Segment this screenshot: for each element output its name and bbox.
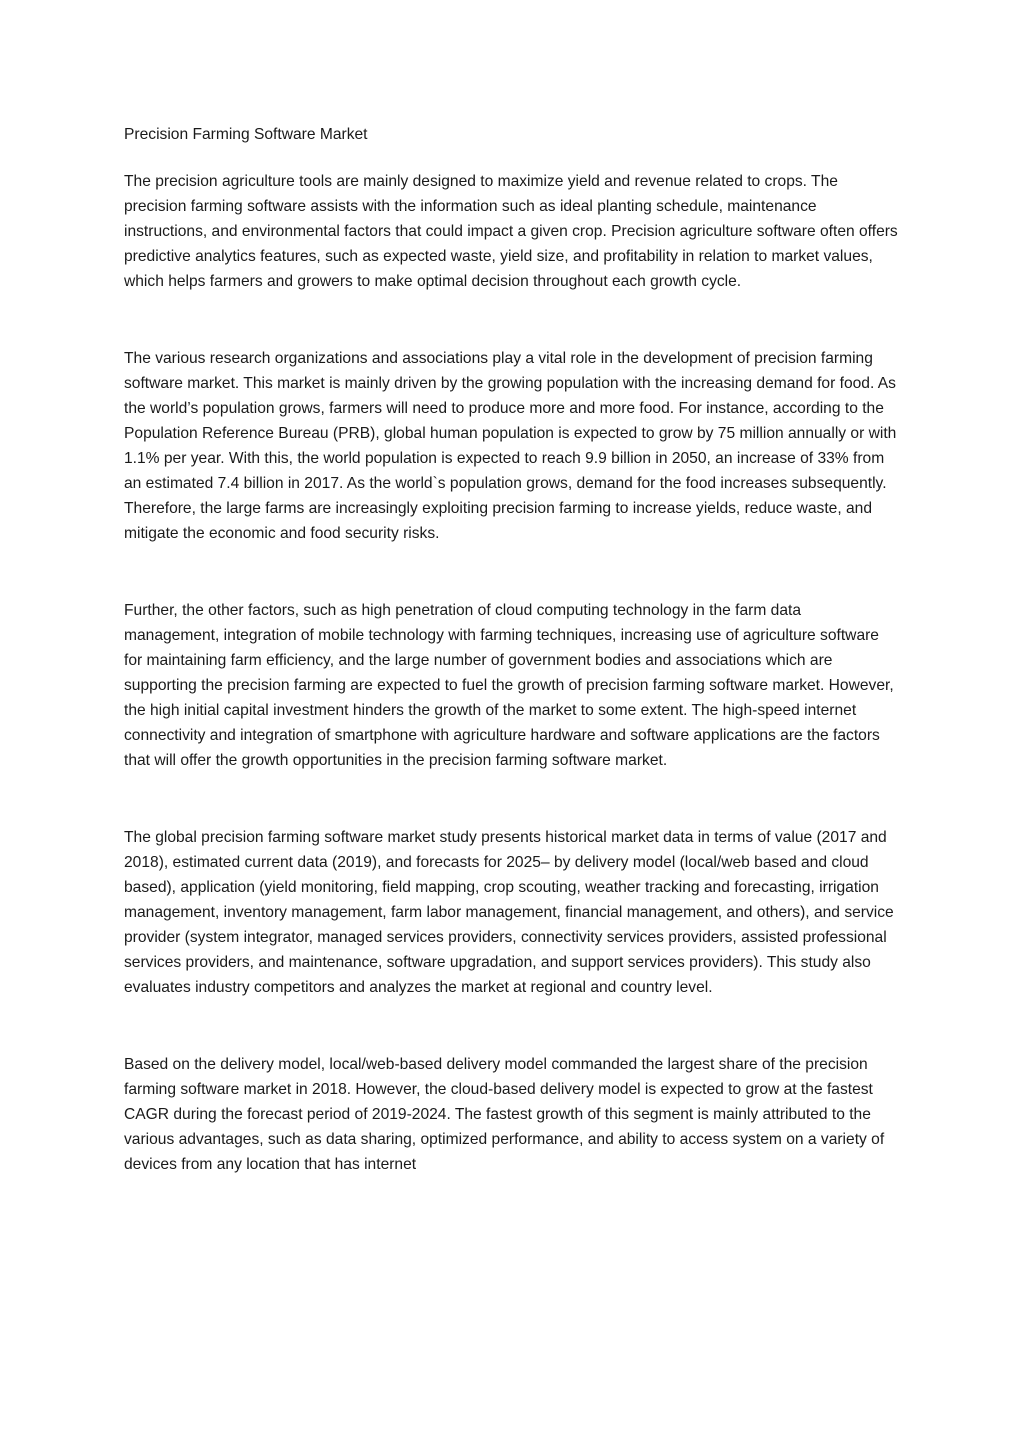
document-body (124, 122, 900, 1177)
paragraph-drivers: The various research organizations and associations play a vital role in the development of precision farming software market. This market is mainly driven by the growing population with the increasing demand for food. As the world’s population grows, farmers will need to produce more and more food. For instance, according to the Population Reference Bureau (PRB), global human population is expected to grow by 75 million annually or with 1.1% per year. With this, the world population is expected to reach 9.9 billion in 2050, an increase of 33% from an estimated 7.4 billion in 2017. As the world`s population grows, demand for the food increases subsequently. Therefore, the large farms are increasingly exploiting precision farming to increase yields, reduce waste, and mitigate the economic and food security risks. (124, 350, 897, 542)
paragraph-delivery-model: Based on the delivery model, local/web-based delivery model commanded the largest share of the precision farming software market in 2018. However, the cloud-based delivery model is expected to grow at the fastest CAGR during the forecast period of 2019-2024. The fastest growth of this segment is mainly attributed to the various advantages, such as data sharing, optimized performance, and ability to access system on a variety of devices from any location that has internet (124, 1056, 885, 1173)
paragraph-intro: The precision agriculture tools are mainly designed to maximize yield and revenue related to crops. The precision farming software assists with the information such as ideal planting schedule, maintenance instructions, and environmental factors that could impact a given crop. Precision agriculture software often offers predictive analytics features, such as expected waste, yield size, and profitability in relation to market values, which helps farmers and growers to make optimal decision throughout each growth cycle. (124, 173, 898, 290)
document-title: Precision Farming Software Market (124, 126, 368, 143)
paragraph-other-factors: Further, the other factors, such as high penetration of cloud computing technology in the farm data management, integration of mobile technology with farming techniques, increasing use of agriculture software for maintaining farm efficiency, and the large number of government bodies and associations which are supporting the precision farming are expected to fuel the growth of precision farming software market. However, the high initial capital investment hinders the growth of the market to some extent. The high-speed internet connectivity and integration of smartphone with agriculture hardware and software applications are the factors that will offer the growth opportunities in the precision farming software market. (124, 602, 894, 769)
paragraph-study-scope: The global precision farming software market study presents historical market data in terms of value (2017 and 2018), estimated current data (2019), and forecasts for 2025– by delivery model (local/web based and cloud based), application (yield monitoring, field mapping, crop scouting, weather tracking and forecasting, irrigation management, inventory management, farm labor management, financial management, and others), and service provider (system integrator, managed services providers, connectivity services providers, assisted professional services providers, and maintenance, software upgradation, and support services providers). This study also evaluates industry competitors and analyzes the market at regional and country level. (124, 829, 894, 996)
